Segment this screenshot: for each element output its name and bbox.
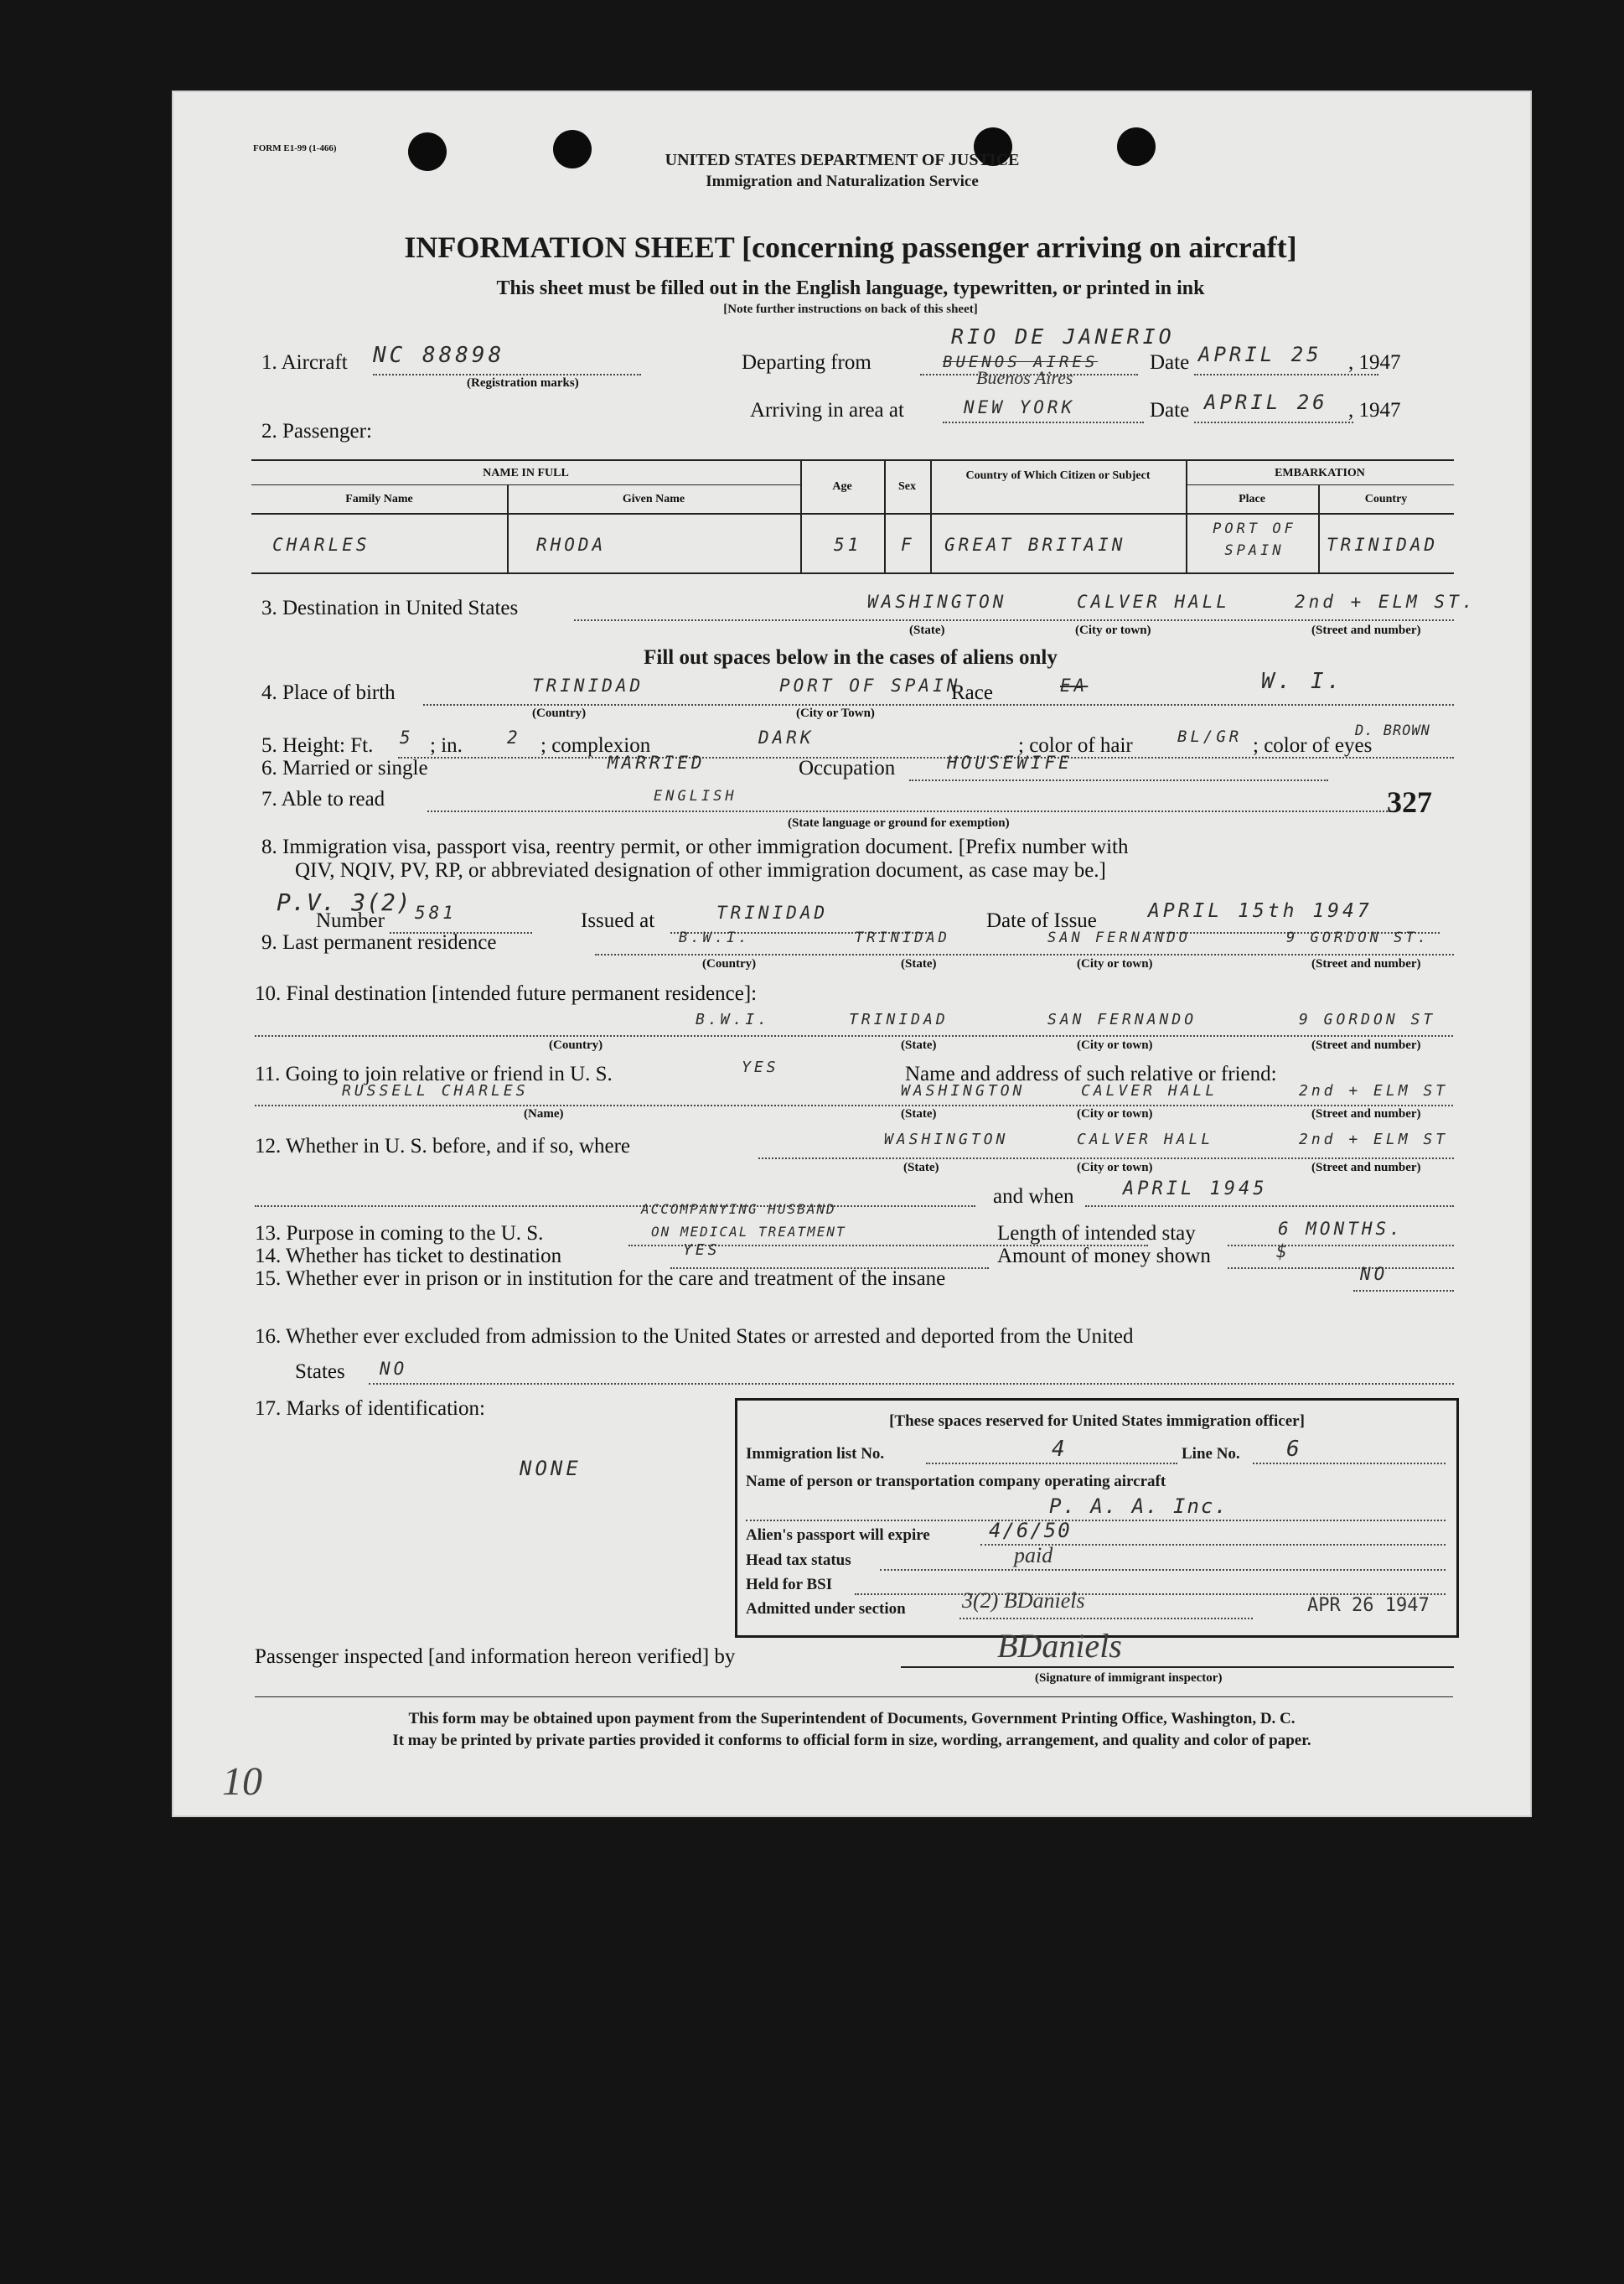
- place-value: PORT OF SPAIN: [1213, 521, 1296, 559]
- sex-value: F: [901, 535, 915, 555]
- married-value: MARRIED: [608, 753, 706, 773]
- col-age: Age: [832, 480, 852, 493]
- relative-value: YES: [742, 1059, 779, 1076]
- col-given-name: Given Name: [622, 493, 685, 505]
- before-label: 12. Whether in U. S. before, and if so, where: [255, 1135, 631, 1158]
- caption-city: (City or town): [1077, 1107, 1153, 1121]
- race-label: Race: [951, 681, 993, 704]
- final-state: TRINIDAD: [849, 1011, 949, 1028]
- visa-number: 581: [415, 903, 457, 923]
- section-label: Admitted under section: [746, 1600, 906, 1618]
- before-state: WASHINGTON: [884, 1131, 1009, 1148]
- aircraft-value: NC 88898: [373, 343, 505, 368]
- occupation-label: Occupation: [799, 757, 896, 779]
- excluded-label-line2: States: [295, 1360, 345, 1383]
- height-in: 2: [507, 728, 521, 748]
- company-label: Name of person or transportation company operating aircraft: [746, 1473, 1166, 1490]
- visa-number-label: Number: [316, 909, 385, 932]
- caption-state: (State): [909, 624, 945, 637]
- money-value: $: [1276, 1241, 1290, 1261]
- form-number: FORM E1-99 (1-466): [253, 143, 337, 153]
- prison-value: NO: [1360, 1264, 1389, 1284]
- final-street: 9 GORDON ST: [1299, 1011, 1436, 1028]
- residence-state: TRINIDAD: [855, 930, 950, 946]
- marks-value: NONE: [520, 1457, 582, 1480]
- issued-label: Issued at: [581, 909, 655, 932]
- residence-country: B.W.I.: [679, 930, 751, 946]
- marks-label: 17. Marks of identification:: [255, 1397, 485, 1420]
- relative-state: WASHINGTON: [901, 1082, 1026, 1100]
- col-place: Place: [1239, 493, 1265, 505]
- visa-label-line1: 8. Immigration visa, passport visa, reentry permit, or other immigration document. [Prefix number with: [261, 836, 1129, 858]
- final-destination-label: 10. Final destination [intended future permanent residence]:: [255, 982, 758, 1005]
- married-label: 6. Married or single: [261, 757, 428, 779]
- visa-margin-note: P.V. 3(2): [277, 888, 411, 916]
- section-value: 3(2) BDaniels: [962, 1588, 1085, 1613]
- departing-label: Departing from: [742, 351, 871, 374]
- bsi-label: Held for BSI: [746, 1576, 833, 1593]
- caption-street: (Street and number): [1311, 1107, 1421, 1121]
- relative-label: 11. Going to join relative or friend in U. S.: [255, 1063, 613, 1085]
- footer-line-1: This form may be obtained upon payment from the Superintendent of Documents, Government Printing Office, Washington, D. C.: [408, 1710, 1296, 1727]
- departing-cursive: Buenos Aires: [976, 367, 1073, 388]
- caption-city: (City or town): [1077, 1038, 1153, 1052]
- depart-year: , 1947: [1348, 351, 1401, 374]
- relative-city: CALVER HALL: [1081, 1082, 1218, 1100]
- depart-date: APRIL 25: [1198, 343, 1322, 366]
- caption-city: (City or town): [1077, 1161, 1153, 1174]
- col-emb-country: Country: [1364, 493, 1408, 505]
- line-no-label: Line No.: [1182, 1445, 1240, 1463]
- final-country: B.W.I.: [696, 1011, 771, 1028]
- height-in-label: ; in.: [430, 734, 463, 757]
- birth-city: PORT OF SPAIN: [779, 676, 961, 696]
- col-name-in-full: NAME IN FULL: [483, 467, 569, 479]
- arrive-year: , 1947: [1348, 399, 1401, 422]
- stay-value: 6 MONTHS.: [1278, 1219, 1404, 1239]
- page-mark: 10: [222, 1759, 262, 1804]
- document-sheet: [172, 91, 1532, 1817]
- hair-value: BL/GR: [1177, 728, 1243, 746]
- age-value: 51: [834, 535, 862, 555]
- purpose-value-top: ACCOMPANYING HUSBAND: [641, 1201, 836, 1217]
- race-struck: EA: [1060, 676, 1089, 696]
- passport-expire-label: Alien's passport will expire: [746, 1526, 930, 1544]
- issue-date-label: Date of Issue: [986, 909, 1097, 932]
- prison-label: 15. Whether ever in prison or in institution for the care and treatment of the insane: [255, 1267, 946, 1290]
- complexion-label: ; complexion: [540, 734, 651, 757]
- col-citizen-country: Country of Which Citizen or Subject: [965, 469, 1151, 482]
- officer-reserved-box: [735, 1398, 1459, 1638]
- caption-street: (Street and number): [1311, 1161, 1421, 1174]
- col-embarkation: EMBARKATION: [1275, 467, 1365, 479]
- eyes-value: D. BROWN: [1355, 722, 1430, 739]
- height-ft: 5: [400, 728, 414, 748]
- inspected-label: Passenger inspected [and information hereon verified] by: [255, 1645, 736, 1668]
- arriving-label: Arriving in area at: [750, 399, 904, 422]
- before-when-label: and when: [993, 1185, 1074, 1208]
- caption-country: (Country): [549, 1038, 603, 1052]
- destination-city: CALVER HALL: [1077, 592, 1231, 612]
- aircraft-label: 1. Aircraft: [261, 351, 348, 374]
- birth-country: TRINIDAD: [532, 676, 644, 696]
- caption-street: (Street and number): [1311, 1038, 1421, 1052]
- issued-value: TRINIDAD: [716, 903, 829, 923]
- page-title: INFORMATION SHEET [concerning passenger arriving on aircraft]: [404, 230, 1297, 264]
- caption-state: (State): [901, 1038, 937, 1052]
- caption-state: (State): [903, 1161, 939, 1174]
- passenger-label: 2. Passenger:: [261, 420, 372, 443]
- page-stamp-number: 327: [1387, 785, 1432, 819]
- signature-caption: (Signature of immigrant inspector): [1035, 1671, 1223, 1685]
- destination-street: 2nd + ELM ST.: [1295, 592, 1477, 612]
- depart-date-label: Date: [1150, 351, 1190, 374]
- service-name: Immigration and Naturalization Service: [706, 173, 979, 190]
- col-family-name: Family Name: [345, 493, 413, 505]
- line-no-value: 6: [1286, 1437, 1303, 1462]
- residence-street: 9 GORDON ST.: [1286, 930, 1430, 946]
- admitted-date-stamp: APR 26 1947: [1307, 1595, 1430, 1616]
- officer-box-heading: [These spaces reserved for United States immigration officer]: [889, 1412, 1305, 1430]
- head-tax-label: Head tax status: [746, 1551, 851, 1569]
- occupation-value: HOUSEWIFE: [947, 753, 1073, 773]
- punch-hole: [408, 132, 447, 171]
- caption-city: (City or town): [1075, 624, 1151, 637]
- emb-country-value: TRINIDAD: [1327, 535, 1439, 555]
- excluded-label-line1: 16. Whether ever excluded from admission to the United States or arrested and deported from the United: [255, 1325, 1134, 1348]
- purpose-value: ON MEDICAL TREATMENT: [651, 1224, 846, 1240]
- eyes-label: ; color of eyes: [1253, 734, 1373, 757]
- head-tax-value: paid: [1014, 1543, 1053, 1567]
- complexion-value: DARK: [758, 728, 815, 748]
- caption-state: (State): [901, 1107, 937, 1121]
- relative-street: 2nd + ELM ST: [1299, 1082, 1449, 1100]
- relative-name: RUSSELL CHARLES: [342, 1082, 529, 1100]
- departing-value: BUENOS AIRES: [943, 353, 1099, 371]
- passport-expire-value: 4/6/50: [989, 1519, 1072, 1542]
- destination-state: WASHINGTON: [867, 592, 1007, 612]
- stay-label: Length of intended stay: [997, 1222, 1196, 1245]
- caption-name: (Name): [524, 1107, 564, 1121]
- ticket-label: 14. Whether has ticket to destination: [255, 1245, 562, 1267]
- inspector-signature: BDaniels: [997, 1627, 1122, 1665]
- caption-street: (Street and number): [1311, 957, 1421, 971]
- registration-caption: (Registration marks): [467, 376, 579, 390]
- purpose-label: 13. Purpose in coming to the U. S.: [255, 1222, 544, 1245]
- residence-city: SAN FERNANDO: [1047, 930, 1191, 946]
- relative-name-label: Name and address of such relative or friend:: [905, 1063, 1277, 1085]
- department-name: UNITED STATES DEPARTMENT OF JUSTICE: [665, 151, 1020, 169]
- col-sex: Sex: [898, 480, 916, 493]
- final-city: SAN FERNANDO: [1047, 1011, 1197, 1028]
- caption-country: (Country): [532, 707, 587, 720]
- given-name-value: RHODA: [536, 535, 607, 555]
- caption-state: (State): [901, 957, 937, 971]
- ticket-value: YES: [683, 1241, 721, 1259]
- residence-label: 9. Last permanent residence: [261, 931, 497, 954]
- read-value: ENGLISH: [654, 788, 737, 805]
- before-city: CALVER HALL: [1077, 1131, 1214, 1148]
- read-label: 7. Able to read: [261, 788, 385, 811]
- issue-date: APRIL 15th 1947: [1148, 900, 1373, 922]
- arrive-date-label: Date: [1150, 399, 1190, 422]
- visa-label-line2: QIV, NQIV, PV, RP, or abbreviated designation of other immigration document, as case may be.]: [295, 859, 1106, 882]
- aliens-heading: Fill out spaces below in the cases of aliens only: [644, 646, 1058, 669]
- birth-label: 4. Place of birth: [261, 681, 396, 704]
- hair-label: ; color of hair: [1018, 734, 1133, 757]
- money-label: Amount of money shown: [997, 1245, 1211, 1267]
- before-street: 2nd + ELM ST: [1299, 1131, 1449, 1148]
- race-value: W. I.: [1261, 669, 1344, 694]
- family-name-value: CHARLES: [272, 535, 370, 555]
- caption-city: (City or Town): [796, 707, 875, 720]
- caption-country: (Country): [702, 957, 757, 971]
- height-label: 5. Height: Ft.: [261, 734, 374, 757]
- arrive-date: APRIL 26: [1204, 391, 1328, 414]
- arriving-value: NEW YORK: [964, 397, 1076, 417]
- read-caption: (State language or ground for exemption): [788, 816, 1010, 830]
- instruction-note: [Note further instructions on back of this sheet]: [723, 303, 978, 316]
- caption-city: (City or town): [1077, 957, 1153, 971]
- departing-correction: RIO DE JANERIO: [951, 324, 1175, 349]
- citizen-value: GREAT BRITAIN: [944, 535, 1126, 555]
- caption-street: (Street and number): [1311, 624, 1421, 637]
- list-no-value: 4: [1052, 1437, 1068, 1462]
- footer-line-2: It may be printed by private parties provided it conforms to official form in size, wording, arrangement, and quality and color of paper.: [392, 1732, 1311, 1749]
- instruction-text: This sheet must be filled out in the English language, typewritten, or printed in ink: [496, 277, 1205, 299]
- company-value: P. A. A. Inc.: [1049, 1494, 1228, 1518]
- before-when: APRIL 1945: [1123, 1178, 1268, 1199]
- excluded-value: NO: [380, 1359, 408, 1379]
- destination-label: 3. Destination in United States: [261, 597, 519, 619]
- list-no-label: Immigration list No.: [746, 1445, 885, 1463]
